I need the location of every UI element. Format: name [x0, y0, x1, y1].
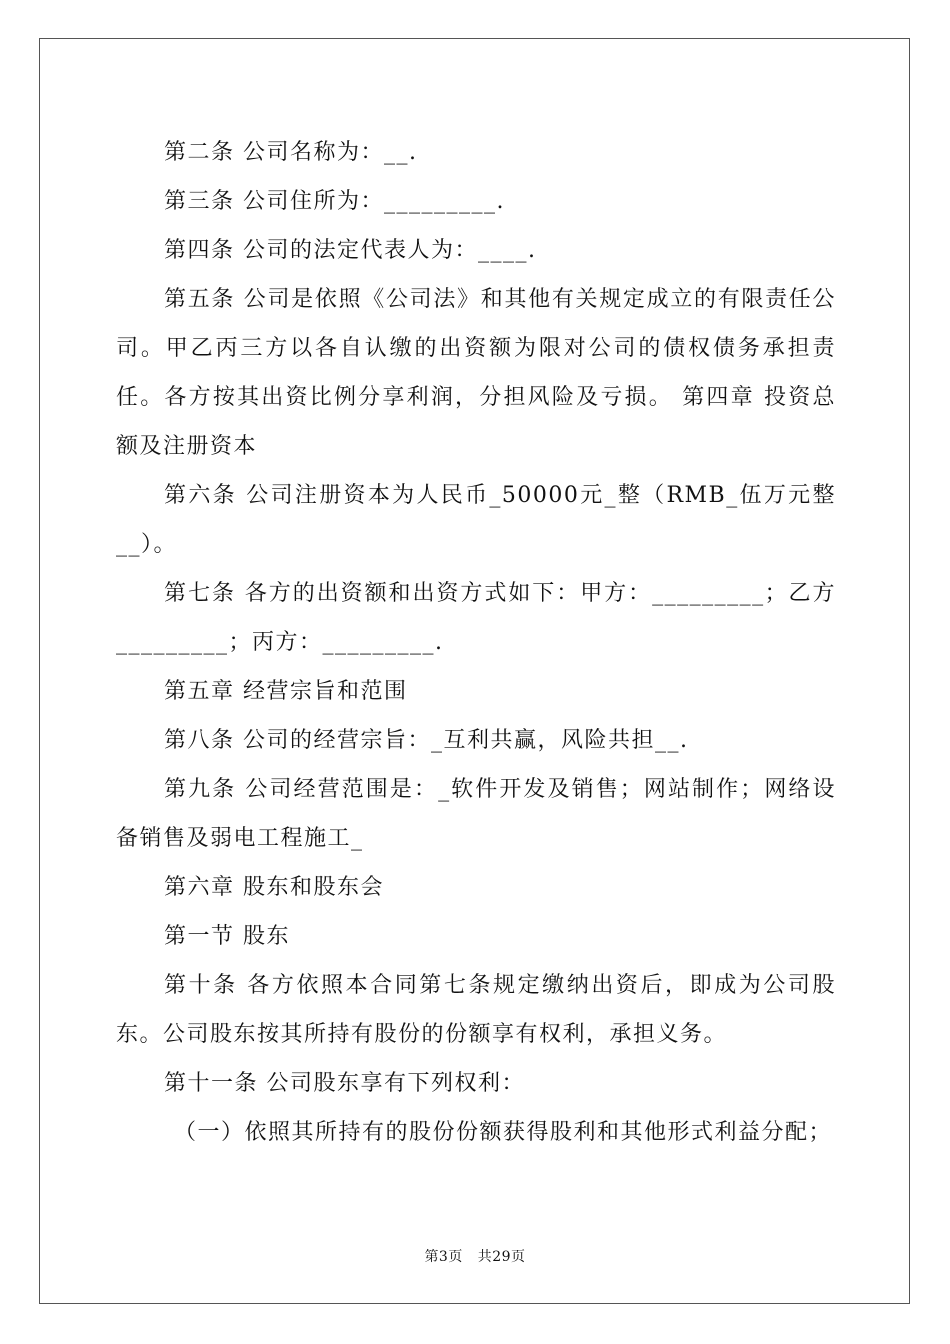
chapter-6-heading: 第六章 股东和股东会	[164, 875, 384, 900]
page-number: 第3页	[424, 1249, 463, 1265]
article-3: 第三条 公司住所为：_________.	[164, 189, 505, 214]
article-7: 第七条 各方的出资额和出资方式如下：甲方：_________；乙方_________；丙方：_________.	[116, 581, 836, 655]
article-5: 第五条 公司是依照《公司法》和其他有关规定成立的有限责任公司。甲乙丙三方以各自认缴的出资额为限对公司的债权债务承担责任。各方按其出资比例分享利润，分担风险及亏损。 第四章 投资总额及注册资本	[116, 287, 836, 459]
article-4: 第四条 公司的法定代表人为：____.	[164, 238, 537, 263]
article-11-item-1: （一）依照其所持有的股份份额获得股利和其他形式利益分配；	[174, 1120, 833, 1145]
article-2: 第二条 公司名称为：__.	[164, 140, 418, 165]
article-6: 第六条 公司注册资本为人民币_50000元_整（RMB_伍万元整__）。	[116, 483, 836, 557]
article-10: 第十条 各方依照本合同第七条规定缴纳出资后，即成为公司股东。公司股东按其所持有股份的份额享有权利，承担义务。	[116, 973, 836, 1047]
page-total: 共29页	[477, 1249, 526, 1265]
chapter-5-heading: 第五章 经营宗旨和范围	[164, 679, 408, 704]
article-9: 第九条 公司经营范围是：_软件开发及销售；网站制作；网络设备销售及弱电工程施工_	[116, 777, 836, 851]
document-body	[116, 128, 836, 1157]
article-8: 第八条 公司的经营宗旨：_互利共赢，风险共担__.	[164, 728, 689, 753]
article-11: 第十一条 公司股东享有下列权利：	[164, 1071, 525, 1096]
section-1-heading: 第一节 股东	[164, 924, 290, 949]
page-footer	[0, 1246, 950, 1266]
